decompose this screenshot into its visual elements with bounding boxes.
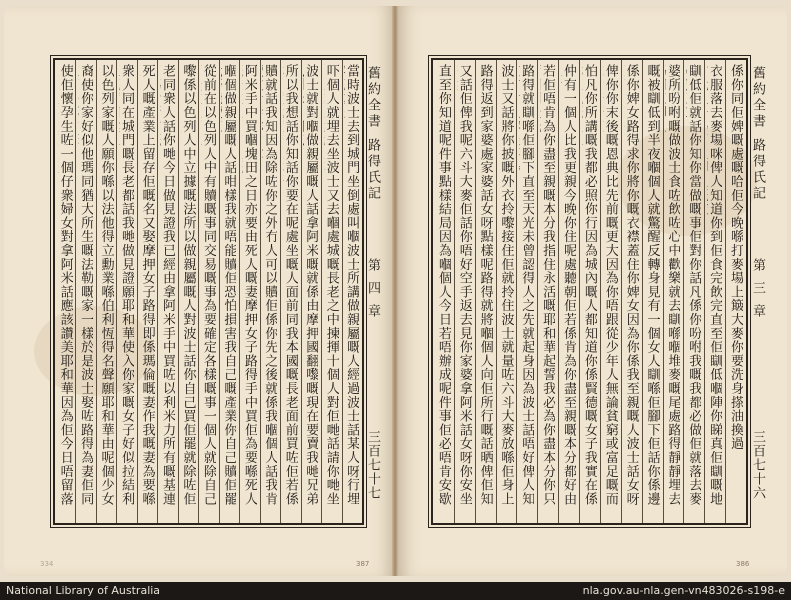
column-rule: [219, 60, 220, 523]
column-rule: [663, 60, 664, 523]
column-rule: [600, 60, 601, 523]
text-column: 嗰個做親屬嘅人話咁樣我就唔能贖佢恐怕損害我自己嘅產業你自己贖佢罷: [221, 64, 237, 506]
column-rule: [198, 60, 199, 523]
text-column: 所以我想話你知話你要在呢處坐嘅人面前同我本國嘅長老面前買咗佢若係: [282, 64, 298, 506]
right-stamp-number: 386: [736, 560, 750, 568]
text-column: 以色列家嘅人願你喺以法他得立勳業喺伯利恆得名聲願耶和華由呢個少女: [98, 64, 114, 506]
column-rule: [454, 60, 455, 523]
left-margin-title: 舊約全書: [365, 66, 380, 130]
text-column: 衆人同在城門嘅長老都話我哋做見證願耶和華使入你家嘅女子好似拉結利: [119, 64, 135, 506]
column-rule: [537, 60, 538, 523]
text-column: 路得返到家婆處家婆話女呀點樣呢路得就將嗰個人向佢所行嘅話晒俾佢知: [477, 64, 493, 506]
text-column: 贖就話我知因為除咗你之外冇人可以贖佢係你先之後就係我嗰個人話我肯: [262, 64, 278, 506]
text-column: 裔使你家好似他瑪同猶大所生嘅法勒嘅家一樣於是波士娶咗路得為妻佢同: [78, 64, 94, 506]
column-rule: [642, 60, 643, 523]
column-rule: [301, 60, 302, 523]
column-rule: [137, 60, 138, 523]
text-column: 仲有一個人比我更親今晚你住呢處聽朝佢若係肯為你盡至親嘅本分都好由: [561, 64, 577, 506]
right-margin-page-number: 三百七十六: [750, 430, 765, 500]
column-rule: [75, 60, 76, 523]
column-rule: [157, 60, 158, 523]
column-rule: [725, 60, 726, 523]
column-rule: [475, 60, 476, 523]
left-corner-number: 334: [40, 560, 54, 568]
column-rule: [621, 60, 622, 523]
text-column: 波士就對嗰做親屬嘅人話拿阿米嘅就係由摩押國翻嚟嘅現在要賣我哋兄弟: [303, 64, 319, 506]
column-rule: [178, 60, 179, 523]
text-column: 怕凡你所講嘅我都必照你行因為城內嘅人都知道你係賢德嘅女子我實在係: [582, 64, 597, 506]
column-rule: [239, 60, 240, 523]
right-margin-title: 舊約全書: [750, 66, 765, 130]
column-rule: [260, 60, 261, 523]
text-column: 係你同佢婢嘅處嘅哈佢今晚喺打麥場上簸大麥你要洗身搽油換過: [728, 64, 744, 451]
text-column: 嘅被瞓低到半夜嗰個人就驚醒反轉身見有一個女人瞓喺佢腳下佢話你係邊: [644, 64, 660, 506]
text-column: 衣服落去麥場咪俾人知道你到佢食完飲完直至佢瞓低嗰陣你睇真佢瞓嘅地: [707, 64, 723, 506]
column-rule: [579, 60, 580, 523]
text-column: 俾你你末後嘅恩典比先前嘅更大因為你唔跟從少年人無論貧窮或富足嘅而: [602, 64, 618, 506]
text-column: 又話佢俾我呢六斗大麥佢話你唔好空手返去見你家婆拿阿米話女呀你安坐: [456, 64, 472, 506]
footer-credit: National Library of Australia: [6, 584, 161, 597]
footer-identifier: nla.gov.au-nla.gen-vn483026-s198-e: [582, 584, 785, 597]
left-margin-book: 路得氏記: [365, 138, 380, 202]
text-column: 波士又話將你披嘅外衣拎嚟接住佢就拎住波士就量咗六斗大麥放喺佢身上: [498, 64, 514, 506]
left-margin-page-number: 三百七十七: [365, 430, 380, 500]
text-column: 從前在以色列人中有贖嘅事同交易嘅事為要確定各樣嘅事一個人就除自己: [201, 64, 216, 506]
column-rule: [321, 60, 322, 523]
left-text-block: [53, 58, 364, 525]
column-rule: [496, 60, 497, 523]
left-margin-chapter: 第四章: [365, 258, 380, 327]
column-rule: [342, 60, 343, 523]
column-rule: [704, 60, 705, 523]
column-rule: [280, 60, 281, 523]
left-stamp-number: 387: [356, 560, 370, 568]
footer-bar: [0, 582, 791, 600]
text-column: 嚟係以色列人中立據嘅法所以做親屬嘅人對波士話你自己買佢罷就除咗佢: [180, 64, 196, 506]
right-margin-book: 路得氏記: [750, 138, 765, 202]
text-column: 老同衆人話你哋今日做見證我已經由拿阿米手中買咗以利米力所有嘅基連: [160, 64, 176, 506]
column-rule: [96, 60, 97, 523]
text-column: 使佢懷孕生咗一個仔衆婦女對拿阿米話應該讚美耶和華因為佢今日唔留落: [57, 64, 73, 506]
right-margin-chapter: 第三章: [750, 258, 765, 327]
text-column: 當時波士去到城門坐倒處叫嗰波士所講做親屬嘅人經過波士話某人呀行埋: [344, 64, 360, 506]
text-column: 死人嘅產業上留存佢嘅名又娶摩押女子路得即係瑪倫嘅妻作我嘅妻為要喺: [139, 64, 155, 506]
column-rule: [116, 60, 117, 523]
text-column: 婆所吩咐嘅做波士食咗飲咗心中歡樂就去瞓喺嗰堆麥嘅尾處路得靜靜埋去: [665, 64, 681, 506]
text-column: 瞓低佢就話你知你當做嘅事佢對你話凡係你吩咐我嘅我都必做佢就落去麥: [686, 64, 702, 506]
right-text-block: [431, 58, 748, 525]
text-column: 若佢唔肯為你盡至親嘅本分我指住永活嘅耶和華起誓我必為你盡本分你只: [540, 64, 556, 506]
text-column: 阿米手中買嗰塊田之日亦要由死人嘅妻摩押女子路得手中買佢為要喺死人: [241, 64, 257, 506]
book-gutter: [392, 6, 398, 576]
text-column: 路得就瞓喺佢腳下直至天光未曾認得人之先就起身因為波士話唔好俾人知: [519, 64, 535, 506]
text-column: 直至你知道呢件事點樣結局因為嗰個人今日若唔辦成呢件事佢必唔肯安歇: [435, 64, 451, 506]
text-column: 吓個人就埋去坐波士又去嗰處城嘅長老之中揀揮十個人對佢哋話請你哋坐: [323, 64, 339, 506]
column-rule: [558, 60, 559, 523]
column-rule: [516, 60, 517, 523]
text-column: 係你婢女路得求你將你嘅衣襟蓋住你婢女因為你係我至親嘅人波士話女呀: [623, 64, 639, 506]
column-rule: [683, 60, 684, 523]
